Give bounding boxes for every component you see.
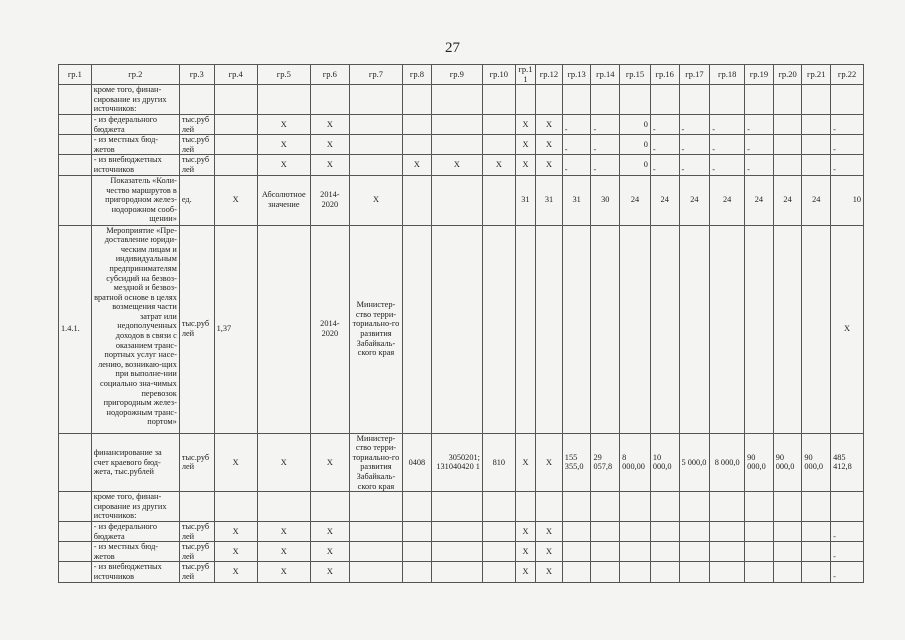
table-cell: 90 000,0 — [773, 433, 802, 492]
table-cell: - — [562, 155, 591, 175]
table-cell: - — [591, 155, 620, 175]
table-cell: Х — [831, 225, 864, 433]
table-row — [59, 175, 864, 225]
header-cell: гр.12 — [536, 65, 563, 85]
table-cell — [773, 492, 802, 522]
table-cell — [679, 85, 710, 115]
table-cell — [591, 225, 620, 433]
table-cell: - — [831, 562, 864, 582]
table-cell: тыс.руб лей — [179, 135, 214, 155]
table-cell — [679, 562, 710, 582]
table-cell: 90 000,0 — [745, 433, 774, 492]
table-cell — [431, 522, 482, 542]
table-cell — [802, 135, 831, 155]
table-cell: кроме того, финан-сирование из других источников: — [91, 492, 179, 522]
table-cell — [591, 562, 620, 582]
table-cell: Х — [257, 155, 310, 175]
table-cell: Х — [310, 522, 349, 542]
table-cell — [620, 85, 651, 115]
table-cell — [482, 562, 515, 582]
table-cell — [403, 175, 432, 225]
table-cell — [349, 155, 402, 175]
table-cell — [773, 155, 802, 175]
table-cell: Х — [257, 522, 310, 542]
table-cell — [745, 562, 774, 582]
table-cell — [710, 85, 745, 115]
table-cell: тыс.руб лей — [179, 522, 214, 542]
table-cell — [349, 522, 402, 542]
table-cell — [562, 562, 591, 582]
table-cell: Абсолютное значение — [257, 175, 310, 225]
table-cell: ед. — [179, 175, 214, 225]
table-cell: Х — [536, 135, 563, 155]
table-cell: 24 — [650, 175, 679, 225]
table-cell — [403, 135, 432, 155]
table-cell — [679, 542, 710, 562]
table-cell: 8 000,00 — [620, 433, 651, 492]
table-cell — [620, 225, 651, 433]
table-cell: Х — [349, 175, 402, 225]
table-cell — [802, 522, 831, 542]
table-cell — [310, 85, 349, 115]
table-cell — [59, 114, 92, 134]
table-cell: 24 — [745, 175, 774, 225]
table-cell — [650, 492, 679, 522]
table-cell — [482, 542, 515, 562]
table-cell: Х — [536, 114, 563, 134]
header-cell: гр.21 — [802, 65, 831, 85]
table-cell — [802, 562, 831, 582]
table-cell — [214, 155, 257, 175]
table-cell: Х — [257, 135, 310, 155]
table-cell: тыс.руб лей — [179, 225, 214, 433]
table-cell — [403, 542, 432, 562]
table-cell: - из местных бюд-жетов — [91, 135, 179, 155]
header-cell: гр.14 — [591, 65, 620, 85]
table-cell — [831, 85, 864, 115]
table-cell — [59, 155, 92, 175]
budget-table — [58, 64, 864, 583]
table-cell: 1,37 — [214, 225, 257, 433]
table-cell — [349, 542, 402, 562]
table-row — [59, 155, 864, 175]
header-cell: гр.20 — [773, 65, 802, 85]
table-cell: Х — [310, 114, 349, 134]
header-cell: гр.3 — [179, 65, 214, 85]
table-cell — [802, 85, 831, 115]
table-cell: Х — [515, 542, 535, 562]
table-cell — [773, 522, 802, 542]
table-cell — [179, 492, 214, 522]
table-cell — [679, 492, 710, 522]
table-cell: 90 000,0 — [802, 433, 831, 492]
table-cell — [773, 85, 802, 115]
table-cell: 1.4.1. — [59, 225, 92, 433]
table-cell — [773, 542, 802, 562]
table-cell — [403, 85, 432, 115]
table-cell: 2014-2020 — [310, 225, 349, 433]
table-cell: 31 — [562, 175, 591, 225]
table-cell — [591, 492, 620, 522]
table-cell: Х — [515, 522, 535, 542]
table-cell — [650, 522, 679, 542]
table-cell — [802, 114, 831, 134]
table-cell: Мероприятие «Пре-доставление юриди-ческим лицам и индивидуальным предпринимателям субсидий на безвоз-мездной и безвоз-вратной основе в целях возмещения части затрат или недополученных доходов в связи с оказанием транс-портных услуг насе-лению, возникаю-щих при выполне-нии социально зна-чимых перевозок пригородным желез-нодорожным транс-портом» — [91, 225, 179, 433]
table-cell: - — [831, 135, 864, 155]
table-cell: тыс.руб лей — [179, 114, 214, 134]
table-cell: - — [591, 114, 620, 134]
table-cell: - — [831, 114, 864, 134]
header-cell: гр.18 — [710, 65, 745, 85]
table-cell — [257, 85, 310, 115]
table-cell — [214, 114, 257, 134]
table-cell — [59, 175, 92, 225]
table-cell — [431, 542, 482, 562]
header-cell: гр.7 — [349, 65, 402, 85]
table-cell — [59, 522, 92, 542]
table-cell — [650, 85, 679, 115]
table-cell — [650, 542, 679, 562]
table-cell: тыс.руб лей — [179, 542, 214, 562]
table-cell: Х — [257, 433, 310, 492]
table-cell — [59, 542, 92, 562]
table-cell: Х — [214, 562, 257, 582]
table-cell — [515, 85, 535, 115]
table-cell: - из федерального бюджета — [91, 114, 179, 134]
table-cell: Х — [214, 542, 257, 562]
table-cell: Х — [310, 135, 349, 155]
table-cell — [431, 135, 482, 155]
table-cell — [257, 492, 310, 522]
table-cell — [745, 542, 774, 562]
table-cell: тыс.руб лей — [179, 562, 214, 582]
table-cell: - — [745, 155, 774, 175]
table-cell — [679, 225, 710, 433]
table-cell: 810 — [482, 433, 515, 492]
header-cell: гр.2 — [91, 65, 179, 85]
table-row — [59, 542, 864, 562]
header-cell: гр.8 — [403, 65, 432, 85]
table-cell: 10 — [831, 175, 864, 225]
table-cell — [403, 522, 432, 542]
table-cell — [710, 492, 745, 522]
table-cell — [431, 492, 482, 522]
table-cell: 5 000,0 — [679, 433, 710, 492]
table-cell — [650, 225, 679, 433]
table-cell — [620, 522, 651, 542]
table-cell — [710, 562, 745, 582]
table-cell — [745, 492, 774, 522]
table-cell: 29 057,8 — [591, 433, 620, 492]
table-row — [59, 433, 864, 492]
table-row — [59, 114, 864, 134]
table-body — [59, 85, 864, 582]
table-cell — [515, 492, 535, 522]
table-cell: - — [650, 155, 679, 175]
table-cell: 31 — [536, 175, 563, 225]
table-cell: - — [650, 114, 679, 134]
header-cell: гр.9 — [431, 65, 482, 85]
table-cell — [591, 85, 620, 115]
table-cell — [257, 225, 310, 433]
table-cell: 2014-2020 — [310, 175, 349, 225]
table-cell: Х — [536, 155, 563, 175]
table-cell: Х — [257, 562, 310, 582]
table-cell: Х — [536, 562, 563, 582]
table-row — [59, 492, 864, 522]
table-cell: тыс.руб лей — [179, 433, 214, 492]
table-cell: - — [710, 155, 745, 175]
table-cell: 0 — [620, 135, 651, 155]
table-cell — [482, 522, 515, 542]
table-cell — [773, 562, 802, 582]
table-cell — [773, 225, 802, 433]
table-cell — [403, 225, 432, 433]
table-cell: 30 — [591, 175, 620, 225]
table-cell: - — [650, 135, 679, 155]
header-cell: гр.10 — [482, 65, 515, 85]
table-cell: Х — [257, 542, 310, 562]
table-cell: - — [679, 114, 710, 134]
table-row — [59, 562, 864, 582]
table-cell — [562, 522, 591, 542]
table-row — [59, 135, 864, 155]
header-cell: гр.5 — [257, 65, 310, 85]
table-row — [59, 85, 864, 115]
table-cell: - — [710, 114, 745, 134]
table-cell: - из внебюджетных источников — [91, 155, 179, 175]
table-cell — [745, 522, 774, 542]
table-cell — [802, 542, 831, 562]
table-cell: 155 355,0 — [562, 433, 591, 492]
table-cell: 10 000,0 — [650, 433, 679, 492]
table-cell: Х — [214, 522, 257, 542]
table-cell — [710, 225, 745, 433]
table-cell: финансирование за счет краевого бюд-жета, тыс.рублей — [91, 433, 179, 492]
table-cell: Министер-ство терри-ториально-го развития Забайкаль-ского края — [349, 225, 402, 433]
table-row — [59, 225, 864, 433]
table-cell — [562, 542, 591, 562]
table-cell: 24 — [773, 175, 802, 225]
table-cell — [482, 175, 515, 225]
header-cell: гр.22 — [831, 65, 864, 85]
table-cell — [591, 542, 620, 562]
table-cell: Х — [515, 562, 535, 582]
table-header — [59, 65, 864, 85]
table-cell: 24 — [802, 175, 831, 225]
table-cell — [482, 135, 515, 155]
table-cell — [59, 562, 92, 582]
table-cell: - — [745, 135, 774, 155]
table-cell — [349, 492, 402, 522]
header-cell: гр.15 — [620, 65, 651, 85]
table-cell: тыс.руб лей — [179, 155, 214, 175]
header-cell: гр.1 1 — [515, 65, 535, 85]
table-cell — [773, 135, 802, 155]
table-cell — [59, 135, 92, 155]
table-cell: - — [831, 155, 864, 175]
header-cell: гр.6 — [310, 65, 349, 85]
table-cell — [214, 492, 257, 522]
table-cell: Х — [536, 542, 563, 562]
table-cell — [59, 433, 92, 492]
table-cell: Х — [431, 155, 482, 175]
page-number: 27 — [445, 40, 460, 56]
table-cell — [591, 522, 620, 542]
table-cell: 0 — [620, 155, 651, 175]
table-cell — [562, 225, 591, 433]
table-cell — [802, 492, 831, 522]
table-cell — [745, 85, 774, 115]
table-cell: Министер-ство терри-ториально-го развития Забайкаль-ского края — [349, 433, 402, 492]
table-cell — [349, 135, 402, 155]
table-cell — [802, 155, 831, 175]
table-cell: - из местных бюд-жетов — [91, 542, 179, 562]
table-cell: Х — [536, 522, 563, 542]
table-cell: Х — [515, 155, 535, 175]
table-cell: 24 — [679, 175, 710, 225]
table-cell: - — [562, 114, 591, 134]
table-cell — [773, 114, 802, 134]
table-cell: Х — [403, 155, 432, 175]
table-cell — [562, 85, 591, 115]
table-cell: Х — [515, 114, 535, 134]
table-cell — [536, 225, 563, 433]
table-cell — [403, 562, 432, 582]
table-cell — [431, 85, 482, 115]
table-cell: 8 000,0 — [710, 433, 745, 492]
table-cell — [745, 225, 774, 433]
table-cell: - — [591, 135, 620, 155]
table-cell — [831, 492, 864, 522]
table-cell: Х — [214, 175, 257, 225]
table-cell — [710, 542, 745, 562]
table-cell: Х — [257, 114, 310, 134]
header-cell: гр.19 — [745, 65, 774, 85]
table-cell — [431, 562, 482, 582]
table-cell — [310, 492, 349, 522]
header-cell: гр.17 — [679, 65, 710, 85]
table-cell — [620, 562, 651, 582]
table-cell: - — [831, 542, 864, 562]
table-cell: - из федерального бюджета — [91, 522, 179, 542]
table-cell — [59, 492, 92, 522]
table-cell — [59, 85, 92, 115]
table-cell: - — [710, 135, 745, 155]
table-cell — [650, 562, 679, 582]
table-row — [59, 522, 864, 542]
table-cell — [536, 85, 563, 115]
table-cell: Х — [482, 155, 515, 175]
table-cell — [349, 562, 402, 582]
table-cell: Х — [536, 433, 563, 492]
table-cell — [620, 542, 651, 562]
table-cell: 24 — [620, 175, 651, 225]
table-cell: 0 — [620, 114, 651, 134]
header-cell: гр.4 — [214, 65, 257, 85]
table-cell — [562, 492, 591, 522]
table-cell: 485 412,8 — [831, 433, 864, 492]
table-cell — [403, 492, 432, 522]
table-cell — [482, 225, 515, 433]
table-cell: Х — [214, 433, 257, 492]
table-cell — [349, 85, 402, 115]
table-cell: - — [679, 135, 710, 155]
table-cell: - из внебюджетных источников — [91, 562, 179, 582]
header-cell: гр.1 — [59, 65, 92, 85]
table-cell — [515, 225, 535, 433]
table-cell — [802, 225, 831, 433]
table-cell: кроме того, финан-сирование из других источников: — [91, 85, 179, 115]
table-cell — [710, 522, 745, 542]
table-cell: - — [831, 522, 864, 542]
table-cell: 0408 — [403, 433, 432, 492]
table-cell — [349, 114, 402, 134]
table-cell: Х — [310, 542, 349, 562]
table-cell: Х — [515, 135, 535, 155]
table-cell: Показатель «Коли-чество маршрутов в пригородном желез-нодорожном сооб-щении» — [91, 175, 179, 225]
table-cell — [482, 492, 515, 522]
table-cell: - — [562, 135, 591, 155]
table-cell: - — [745, 114, 774, 134]
table-cell — [214, 135, 257, 155]
table-cell: Х — [515, 433, 535, 492]
table-cell: 3050201; 131040420 1 — [431, 433, 482, 492]
header-cell: гр.13 — [562, 65, 591, 85]
table-cell — [431, 175, 482, 225]
table-cell: 24 — [710, 175, 745, 225]
table-cell — [214, 85, 257, 115]
table-cell: - — [679, 155, 710, 175]
table-cell: Х — [310, 562, 349, 582]
header-row — [59, 65, 864, 85]
table-cell: 31 — [515, 175, 535, 225]
table-cell — [482, 85, 515, 115]
table-cell: Х — [310, 155, 349, 175]
table-cell — [482, 114, 515, 134]
header-cell: гр.16 — [650, 65, 679, 85]
table-cell — [679, 522, 710, 542]
table-cell — [179, 85, 214, 115]
table-cell — [431, 114, 482, 134]
table-cell: Х — [310, 433, 349, 492]
table-cell — [536, 492, 563, 522]
table-cell — [620, 492, 651, 522]
table-cell — [403, 114, 432, 134]
table-cell — [431, 225, 482, 433]
